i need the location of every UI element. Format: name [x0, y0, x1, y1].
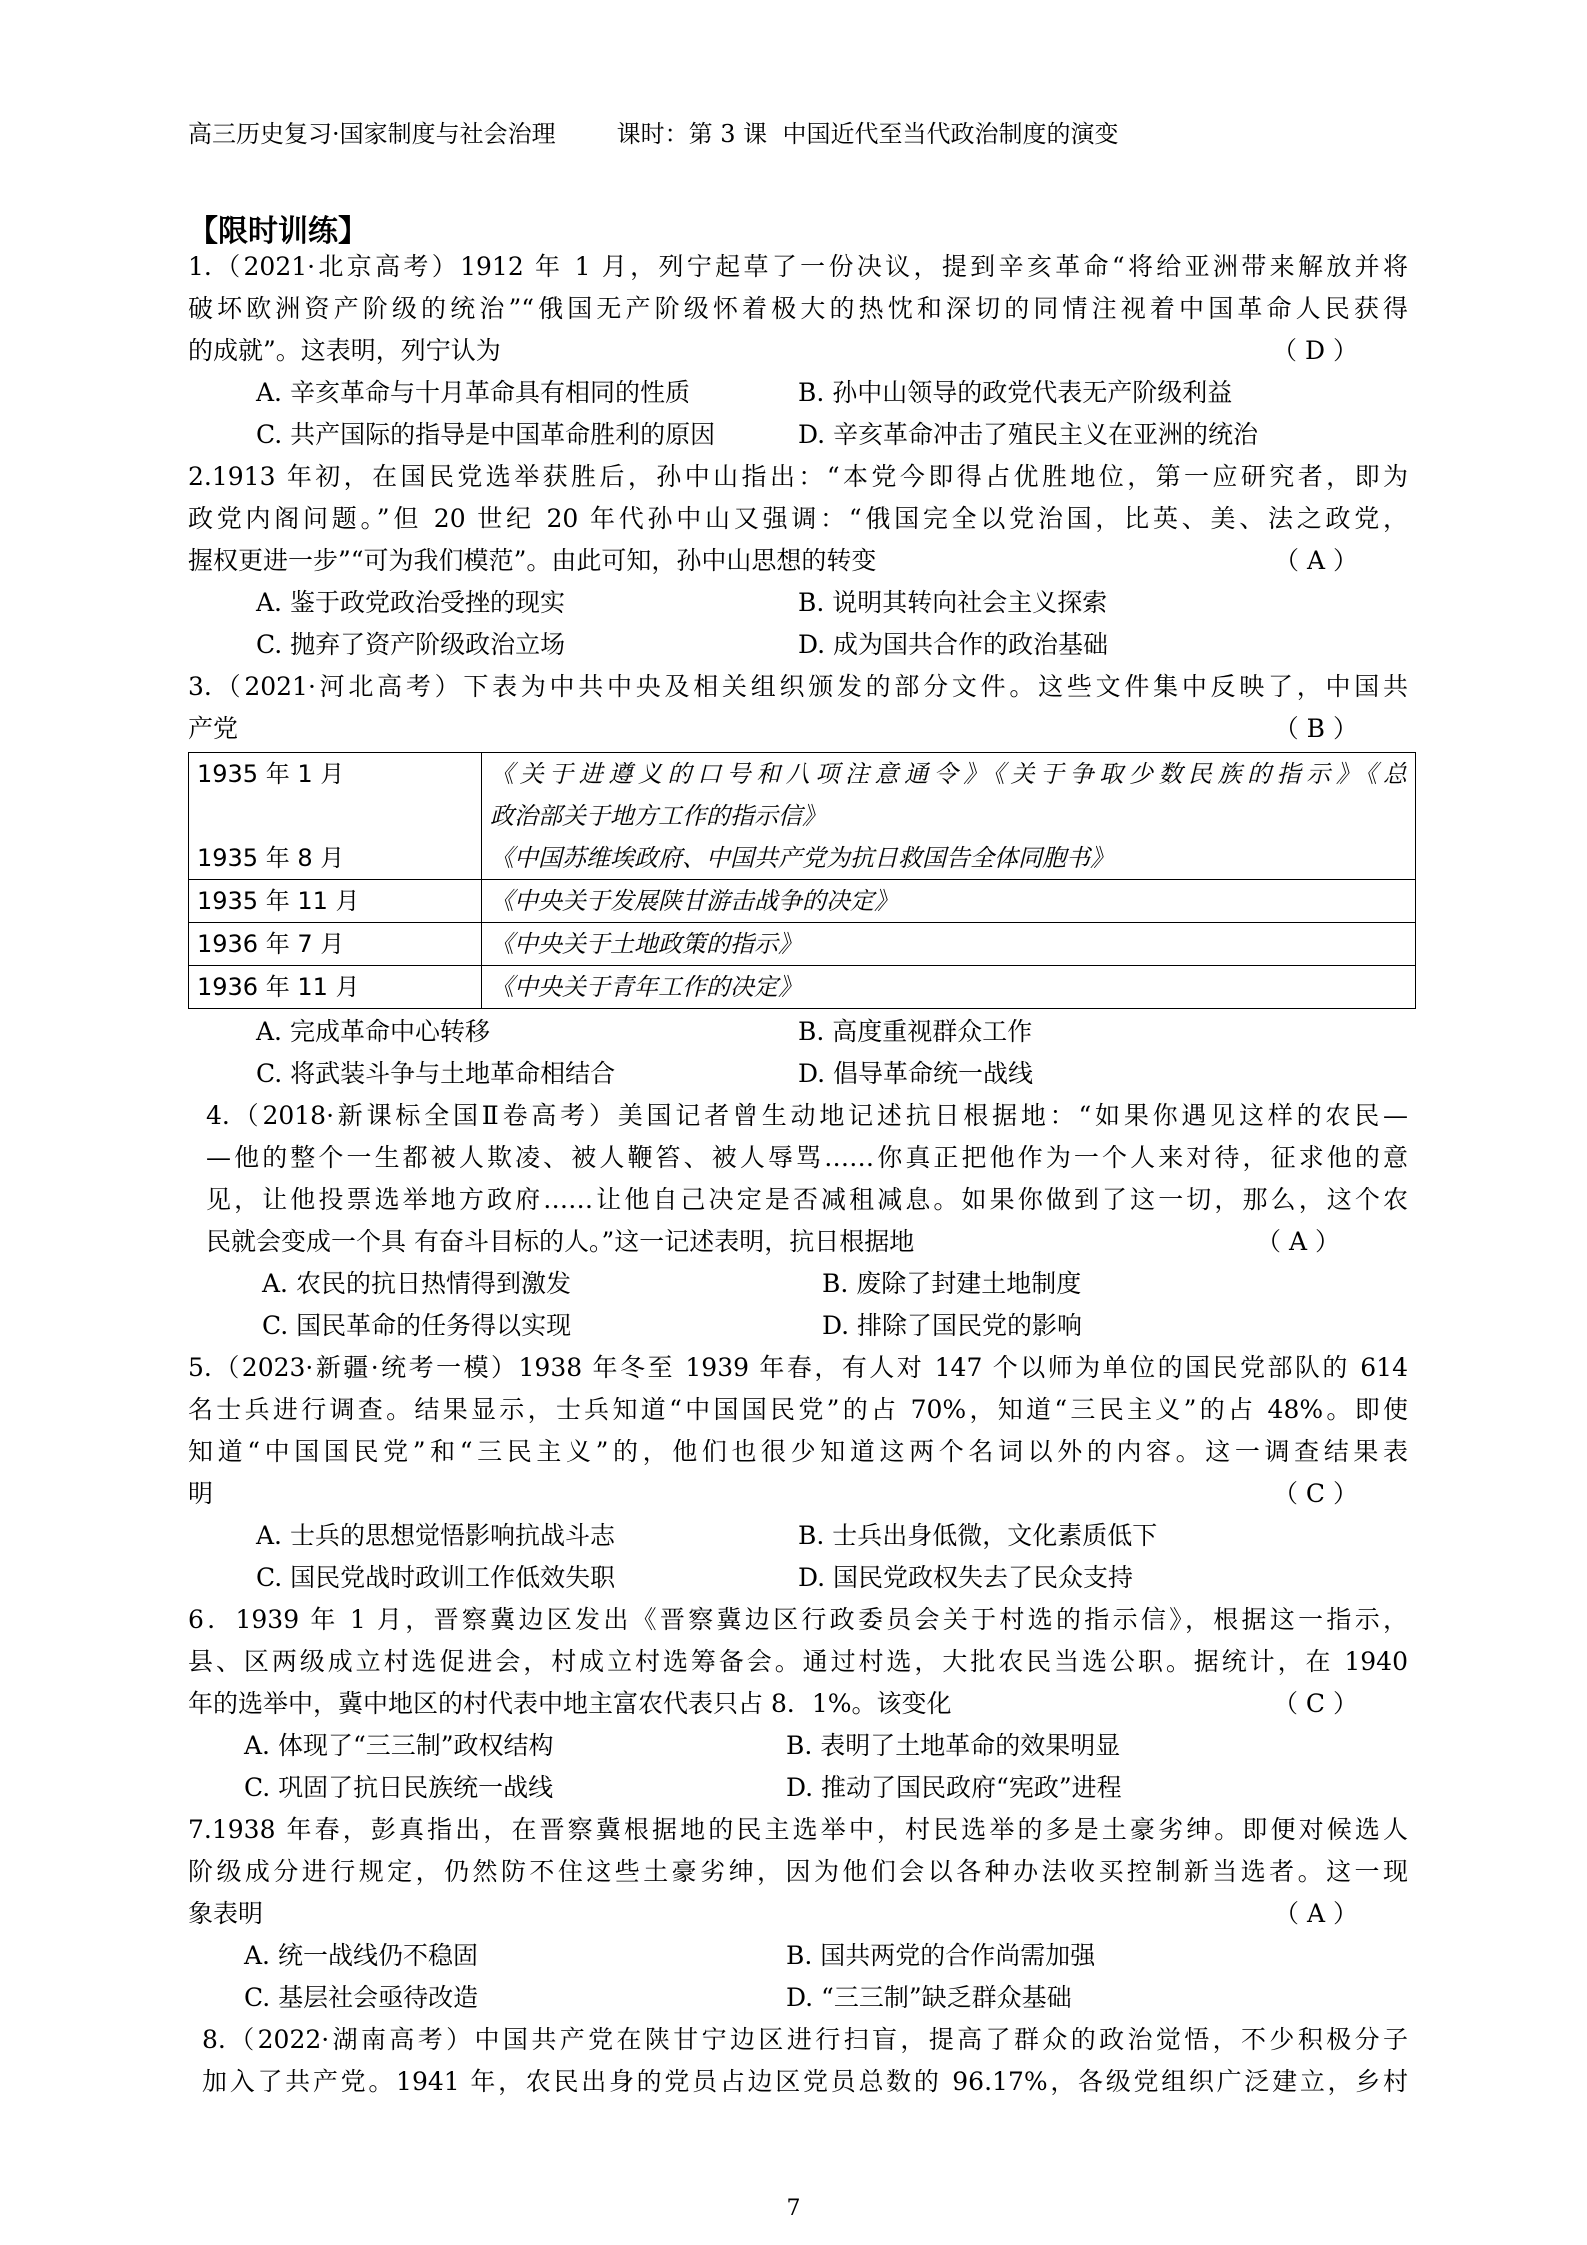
option-c: C. 国民党战时政训工作低效失职	[256, 1563, 616, 1592]
option-row	[188, 1557, 1408, 1599]
question-8	[188, 2019, 1408, 2103]
table-date: 1935 年 1 月	[197, 760, 345, 788]
option-row	[188, 1011, 1408, 1053]
option-row	[188, 1515, 1408, 1557]
option-row	[188, 1767, 1408, 1809]
option-row	[206, 1263, 1408, 1305]
option-d: D. 排除了国民党的影响	[822, 1311, 1083, 1340]
option-b: B. 士兵出身低微，文化素质低下	[798, 1521, 1158, 1550]
answer-label: （ C ）	[1272, 1689, 1358, 1718]
option-d: D. 倡导革命统一战线	[798, 1059, 1034, 1088]
table-date: 1936 年 7 月	[189, 923, 482, 966]
question-text-line: 产党	[188, 714, 239, 743]
question-text-line: 象表明	[188, 1899, 264, 1928]
question-text-line: 阶级成分进行规定，仍然防不住这些土豪劣绅，因为他们会以各种办法收买控制新当选者。这一现	[188, 1857, 1408, 1886]
question-7	[188, 1809, 1408, 2019]
option-b: B. 说明其转向社会主义探索	[798, 588, 1108, 617]
option-c: C. 将武装斗争与土地革命相结合	[256, 1059, 616, 1088]
documents-table	[188, 752, 1416, 1009]
option-b: B. 废除了封建土地制度	[822, 1269, 1082, 1298]
option-d: D. 成为国共合作的政治基础	[798, 630, 1109, 659]
option-c: C. 基层社会亟待改造	[244, 1983, 479, 2012]
answer-label: （ A ）	[1274, 546, 1358, 575]
table-file: 《中国苏维埃政府、中国共产党为抗日救国告全体同胞书》	[490, 844, 1114, 872]
answer-label: （ A ）	[1274, 1899, 1358, 1928]
question-text-line: 6．1939 年 1 月，晋察冀边区发出《晋察冀边区行政委员会关于村选的指示信》，根据这一指示，	[188, 1605, 1408, 1634]
question-text-line: —他的整个一生都被人欺凌、被人鞭笞、被人辱骂……你真正把他作为一个人来对待，征求他的意	[206, 1143, 1408, 1172]
table-date: 1935 年 11 月	[189, 880, 482, 923]
question-text-line: 知道“中国国民党”和“三民主义”的，他们也很少知道这两个名词以外的内容。这一调查结果表	[188, 1437, 1408, 1466]
table-date: 1936 年 11 月	[189, 966, 482, 1009]
option-c: C. 国民革命的任务得以实现	[262, 1311, 572, 1340]
table-file: 政治部关于地方工作的指示信》	[490, 802, 826, 830]
question-list	[188, 246, 1408, 2103]
question-text-line: 1.（2021·北京高考）1912 年 1 月，列宁起草了一份决议，提到辛亥革命“将给亚洲带来解放并将	[188, 252, 1408, 281]
question-3	[188, 666, 1408, 1095]
question-text-line: 4.（2018·新课标全国Ⅱ卷高考）美国记者曾生动地记述抗日根据地：“如果你遇见这样的农民—	[206, 1101, 1408, 1130]
option-a: A. 士兵的思想觉悟影响抗战斗志	[256, 1521, 615, 1550]
question-text-line: 民就会变成一个具 有奋斗目标的人。”这一记述表明，抗日根据地	[206, 1227, 915, 1256]
option-a: A. 鉴于政党政治受挫的现实	[256, 588, 565, 617]
question-text-line: 3.（2021·河北高考）下表为中共中央及相关组织颁发的部分文件。这些文件集中反映了，中国共	[188, 672, 1408, 701]
option-b: B. 国共两党的合作尚需加强	[786, 1941, 1096, 1970]
option-b: B. 高度重视群众工作	[798, 1017, 1033, 1046]
option-a: A. 辛亥革命与十月革命具有相同的性质	[256, 378, 690, 407]
table-row	[189, 966, 1416, 1009]
option-a: A. 体现了“三三制”政权结构	[244, 1731, 554, 1760]
option-a: A. 完成革命中心转移	[256, 1017, 490, 1046]
table-file: 《中央关于发展陕甘游击战争的决定》	[482, 880, 1416, 923]
answer-label: （ A ）	[1256, 1227, 1340, 1256]
answer-label: （ C ）	[1272, 1479, 1358, 1508]
option-row	[206, 1305, 1408, 1347]
question-4	[188, 1095, 1408, 1347]
question-text-line: 的成就”。这表明，列宁认为	[188, 336, 501, 365]
option-c: C. 巩固了抗日民族统一战线	[244, 1773, 554, 1802]
answer-label: （ D ）	[1272, 336, 1358, 365]
question-text-line: 年的选举中，冀中地区的村代表中地主富农代表只占 8．1%。该变化	[188, 1689, 952, 1718]
question-text-line: 县、区两级成立村选促进会，村成立村选筹备会。通过村选，大批农民当选公职。据统计，在 1940	[188, 1647, 1408, 1676]
question-text-line: 8.（2022·湖南高考）中国共产党在陕甘宁边区进行扫盲，提高了群众的政治觉悟，不少积极分子	[202, 2025, 1408, 2054]
option-d: D. “三三制”缺乏群众基础	[786, 1983, 1072, 2012]
question-text-line: 破坏欧洲资产阶级的统治”“俄国无产阶级怀着极大的热忱和深切的同情注视着中国革命人民获得	[188, 294, 1408, 323]
table-row	[189, 880, 1416, 923]
option-d: D. 国民党政权失去了民众支持	[798, 1563, 1134, 1592]
option-row	[188, 1053, 1408, 1095]
table-row	[189, 923, 1416, 966]
question-text-line: 名士兵进行调查。结果显示，士兵知道“中国国民党”的占 70%，知道“三民主义”的占 48%。即使	[188, 1395, 1408, 1424]
page-header: 高三历史复习·国家制度与社会治理 课时：第 3 课 中国近代至当代政治制度的演变	[188, 120, 1119, 148]
option-c: C. 抛弃了资产阶级政治立场	[256, 630, 566, 659]
question-text-line: 见，让他投票选举地方政府……让他自己决定是否减租减息。如果你做到了这一切，那么，这个农	[206, 1185, 1408, 1214]
question-text-line: 政党内阁问题。”但 20 世纪 20 年代孙中山又强调：“俄国完全以党治国，比英、美、法之政党，	[188, 504, 1408, 533]
question-text-line: 5.（2023·新疆·统考一模）1938 年冬至 1939 年春，有人对 147 个以师为单位的国民党部队的 614	[188, 1353, 1408, 1382]
page-number: 7	[786, 2196, 801, 2221]
question-text-line: 加入了共产党。1941 年，农民出身的党员占边区党员总数的 96.17%，各级党组织广泛建立，乡村	[202, 2067, 1408, 2096]
option-a: A. 统一战线仍不稳固	[244, 1941, 478, 1970]
question-2	[188, 456, 1408, 666]
table-date: 1935 年 8 月	[197, 844, 345, 872]
table-file: 《中央关于土地政策的指示》	[482, 923, 1416, 966]
section-title: 【限时训练】	[188, 214, 368, 249]
option-b: B. 孙中山领导的政党代表无产阶级利益	[798, 378, 1233, 407]
option-row	[188, 1725, 1408, 1767]
question-1	[188, 246, 1408, 456]
question-text-line: 2.1913 年初，在国民党选举获胜后，孙中山指出：“本党今即得占优胜地位，第一应研究者，即为	[188, 462, 1408, 491]
option-d: D. 推动了国民政府“宪政”进程	[786, 1773, 1122, 1802]
question-text-line: 明	[188, 1479, 214, 1508]
option-a: A. 农民的抗日热情得到激发	[262, 1269, 571, 1298]
question-6	[188, 1599, 1408, 1809]
option-b: B. 表明了土地革命的效果明显	[786, 1731, 1121, 1760]
table-file: 《中央关于青年工作的决定》	[482, 966, 1416, 1009]
option-row	[188, 624, 1408, 666]
option-d: D. 辛亥革命冲击了殖民主义在亚洲的统治	[798, 420, 1259, 449]
question-text-line: 握权更进一步”“可为我们模范”。由此可知，孙中山思想的转变	[188, 546, 877, 575]
table-row	[189, 753, 1416, 880]
answer-label: （ B ）	[1273, 714, 1358, 743]
question-text-line: 7.1938 年春，彭真指出，在晋察冀根据地的民主选举中，村民选举的多是土豪劣绅。即便对候选人	[188, 1815, 1408, 1844]
option-row	[188, 582, 1408, 624]
option-row	[188, 372, 1408, 414]
question-5	[188, 1347, 1408, 1599]
option-row	[188, 1977, 1408, 2019]
table-file: 《关于进遵义的口号和八项注意通令》《关于争取少数民族的指示》《总	[490, 760, 1407, 788]
option-c: C. 共产国际的指导是中国革命胜利的原因	[256, 420, 716, 449]
option-row	[188, 414, 1408, 456]
option-row	[188, 1935, 1408, 1977]
